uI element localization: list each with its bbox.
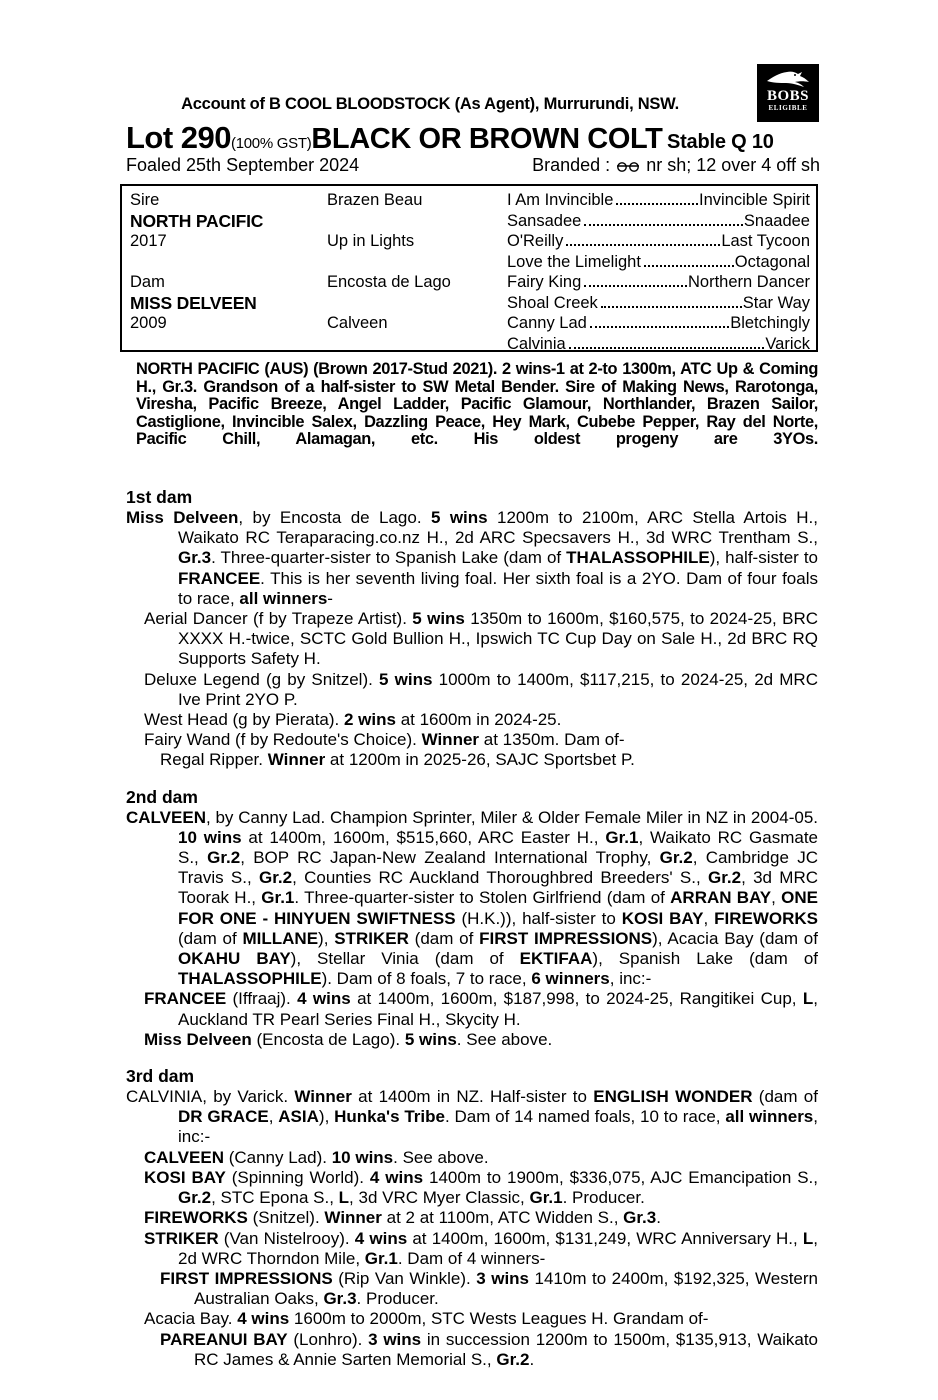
pedigree-entry: FIREWORKS (Snitzel). Winner at 2 at 1100m, ATC Widden S., Gr.3. [144,1208,661,1228]
pedigree-entry: CALVEEN, by Canny Lad. Champion Sprinter, Miler & Older Female Miler in NZ in 2004-05. 10 wins at 1400m, 1600m, $515,660, ARC Easter H., Gr.1, Waikato RC Gasmate S., Gr.2, BOP RC Japan-New Zealand International Trophy, Gr.2, Cambridge JC Travis S., Gr.2, Counties RC Auckland Thoroughbred Breeders' S., Gr.2, 3d MRC Toorak H., Gr.1. Three-quarter-sister to Stolen Girlfriend (dam of ARRAN BAY, ONE FOR ONE - HINYUEN SWIFTNESS (H.K.)), half-sister to KOSI BAY, FIREWORKS (dam of MILLANE), STRIKER (dam of FIRST IMPRESSIONS), Acacia Bay (dam of OKAHU BAY), Stellar Vinia (dam of EKTIFAA), Spanish Lake (dam of THALASSOPHILE). Dam of 8 foals, 7 to race, 6 winners, inc:- [126,807,819,989]
pedigree-entry: West Head (g by Pierata). 2 wins at 1600m in 2024-25. [144,710,562,730]
pedigree-cell-grandparents [507,334,810,355]
pedigree-ancestor-left: I Am Invincible [507,191,614,209]
brand-symbol-icon [616,159,640,173]
pedigree-row [122,190,816,211]
pedigree-cell-parent: Encosta de Lago [327,273,451,291]
leader-dots [569,347,765,349]
pedigree-cell-grandparents [507,190,810,211]
leader-dots [601,306,742,308]
pedigree-cell-grandparents [507,252,810,273]
pedigree-row [122,313,816,334]
pedigree-ancestor-right: Bletchingly [730,314,810,332]
bobs-logo-text: BOBS [766,88,810,104]
page-title: BLACK OR BROWN COLT [311,123,663,155]
leader-dots [644,265,734,267]
pedigree-cell-parent: Calveen [327,314,388,332]
pedigree-ancestor-left: Shoal Creek [507,293,598,312]
pedigree-entry: Deluxe Legend (g by Snitzel). 5 wins 1000m to 1400m, $117,215, to 2024-25, 2d MRC Ive Print 2YO P. [144,669,818,709]
pedigree-row [122,211,816,232]
section-spacer [126,1050,818,1066]
pedigree-entry: FRANCEE (Iffraaj). 4 wins at 1400m, 1600m, $187,998, to 2024-25, Rangitikei Cup, L, Auckland TR Pearl Series Final H., Skycity H. [144,989,819,1029]
pedigree-ancestor-right: Octagonal [734,252,810,271]
branded-info [532,155,820,176]
pedigree-entry: Aerial Dancer (f by Trapeze Artist). 5 wins 1350m to 1600m, $160,575, to 2024-25, BRC XXXX H.-twice, SCTC Gold Bullion H., Ipswich TC Cup Day on Sale H., 2d BRC RQ Supports Safety H. [144,609,818,669]
pedigree-cell-parent: Up in Lights [327,232,415,250]
pedigree-ancestor-right: Star Way [742,293,810,312]
pedigree-cell-grandparents [507,272,810,293]
pedigree-entry: CALVINIA, by Varick. Winner at 1400m in NZ. Half-sister to ENGLISH WONDER (dam of DR GRACE, ASIA), Hunka's Tribe. Dam of 14 named foals, 10 to race, all winners, inc:- [126,1087,818,1147]
pedigree-entry: Miss Delveen (Encosta de Lago). 5 wins. See above. [144,1029,553,1049]
pedigree-cell-generation: Sire [130,191,160,209]
leader-dots [566,244,720,246]
pedigree-row [122,272,816,293]
leader-dots [616,203,698,205]
leader-dots [584,224,743,226]
bobs-logo-subtitle: ELIGIBLE [768,104,808,112]
pedigree-ancestor-left: Love the Limelight [507,252,641,271]
dam-section-heading: 1st dam [126,487,193,507]
pedigree-entry: Fairy Wand (f by Redoute's Choice). Winner at 1350m. Dam of- [144,730,625,750]
pedigree-entry: Regal Ripper. Winner at 1200m in 2025-26, SAJC Sportsbet P. [160,750,635,770]
section-spacer [126,771,818,787]
foaled-date: Foaled 25th September 2024 [126,155,360,175]
pedigree-row [122,293,816,314]
pedigree-table [120,184,818,352]
pedigree-row [122,334,816,355]
pedigree-cell-generation: Dam [130,273,165,291]
pedigree-entry: Miss Delveen, by Encosta de Lago. 5 wins 1200m to 2100m, ARC Stella Artois H., Waikato RC Teraparacing.co.nz H., 2d ARC Specsavers H., 3d WRC Trentham S., Gr.3. Three-quarter-sister to Spanish Lake (dam of THALASSOPHILE), half-sister to FRANCEE. This is her seventh living foal. Her sixth foal is a 2YO. Dam of four foals to race, all winners- [126,508,818,608]
pedigree-ancestor-left: Fairy King [507,273,582,291]
pedigree-ancestor-left: Canny Lad [507,314,587,332]
horse-head-icon [765,68,811,88]
pedigree-entry: KOSI BAY (Spinning World). 4 wins 1400m to 1900m, $336,075, AJC Emancipation S., Gr.2, STC Epona S., L, 3d VRC Myer Classic, Gr.1. Producer. [144,1167,818,1208]
pedigree-ancestor-right: Northern Dancer [688,273,810,291]
leader-dots [584,285,687,287]
pedigree-ancestor-right: Last Tycoon [721,232,810,250]
pedigree-cell-grandparents [507,211,810,232]
gst-note: (100% GST) [231,135,312,152]
foaled-branded-row [126,155,820,176]
pedigree-cell-generation: 2017 [130,232,167,250]
pedigree-entry: STRIKER (Van Nistelrooy). 4 wins at 1400m, 1600m, $131,249, WRC Anniversary H., L, 2d WRC Thorndon Mile, Gr.1. Dam of 4 winners- [144,1228,819,1268]
leader-dots [590,326,729,328]
pedigree-ancestor-left: Calvinia [507,334,566,353]
pedigree-cell-grandparents [507,313,810,334]
pedigree-grid [122,190,816,353]
dam-section-heading: 3rd dam [126,1066,195,1087]
pedigree-cell-grandparents [507,293,810,314]
pedigree-row [122,252,816,273]
account-line: Account of B COOL BLOODSTOCK (As Agent), Murrurundi, NSW. [181,95,679,113]
pedigree-entry: PAREANUI BAY (Lonhro). 3 wins in succession 1200m to 1500m, $135,913, Waikato RC James & Annie Sarten Memorial S., Gr.2. [160,1329,818,1369]
pedigree-entry: CALVEEN (Canny Lad). 10 wins. See above. [144,1147,489,1167]
pedigree-ancestor-right: Invincible Spirit [699,191,810,209]
pedigree-ancestor-right: Snaadee [743,211,810,230]
pedigree-cell-grandparents [507,231,810,252]
lot-number: Lot 290 [126,120,232,155]
branded-suffix: nr sh; 12 over 4 off sh [646,155,820,175]
pedigree-ancestor-left: O'Reilly [507,232,564,250]
pedigree-ancestor-right: Varick [765,334,810,353]
branded-prefix: Branded : [532,155,611,175]
lot-heading [126,120,826,156]
pedigree-ancestor-left: Sansadee [507,211,582,230]
pedigree-entry: Acacia Bay. 4 wins 1600m to 2000m, STC Wests Leagues H. Grandam of- [144,1309,709,1329]
pedigree-cell-generation: 2009 [130,314,167,332]
stable-label: Stable Q 10 [666,131,774,153]
pedigree-body [126,487,818,1370]
pedigree-cell-generation: MISS DELVEEN [130,292,257,313]
pedigree-cell-parent: Brazen Beau [327,191,423,209]
sire-description: NORTH PACIFIC (AUS) (Brown 2017-Stud 2021). 2 wins-1 at 2-to 1300m, ATC Up & Coming H., Gr.3. Grandson of a half-sister to SW Metal Bender. Sire of Making News, Rarotonga, Viresha, Pacific Breeze, Angel Ladder, Pacific Glamour, Northlander, Brazen Sailor, Castiglione, Invincible Salex, Dazzling Peace, Hey Mark, Cubebe Pepper, Ray del Norte, Pacific Chill, Alamagan, etc. His oldest progeny are 3YOs. [136,360,818,449]
dam-section-heading: 2nd dam [126,786,198,807]
pedigree-entry: FIRST IMPRESSIONS (Rip Van Winkle). 3 wins 1410m to 2400m, $192,325, Western Australian Oaks, Gr.3. Producer. [160,1268,818,1309]
pedigree-cell-generation: NORTH PACIFIC [130,210,264,231]
pedigree-row [122,231,816,252]
